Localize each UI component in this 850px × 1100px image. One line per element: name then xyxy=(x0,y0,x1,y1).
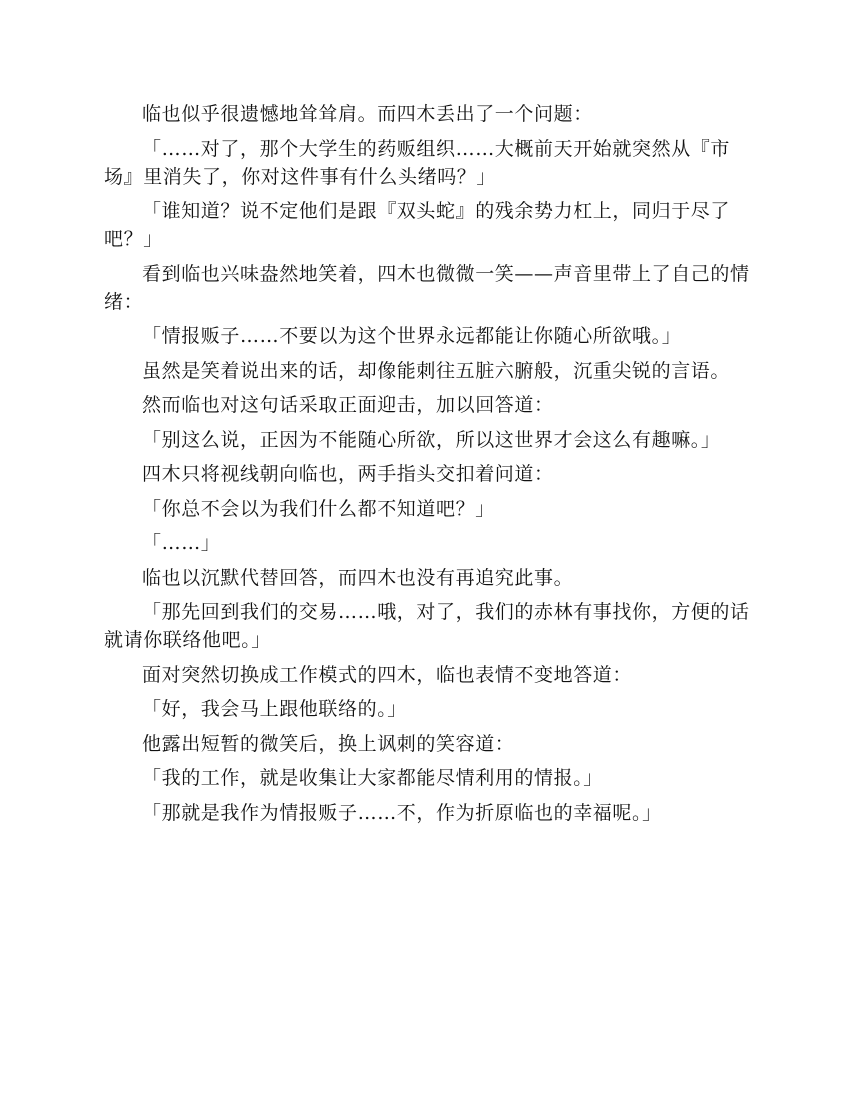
paragraph: 临也以沉默代替回答，而四木也没有再追究此事。 xyxy=(142,566,574,589)
paragraph: 面对突然切换成工作模式的四木，临也表情不变地答道： xyxy=(142,663,633,686)
paragraph: 「别这么说，正因为不能随心所欲，所以这世界才会这么有趣嘛。」 xyxy=(142,428,721,451)
paragraph: 「……对了，那个大学生的药贩组织……大概前天开始就突然从『市场』里消失了，你对这件事有什么头绪吗？」 xyxy=(104,137,731,188)
document-page xyxy=(104,100,752,833)
paragraph: 他露出短暂的微笑后，换上讽刺的笑容道： xyxy=(142,732,515,755)
paragraph: 「那就是我作为情报贩子……不，作为折原临也的幸福呢。」 xyxy=(142,801,662,824)
paragraph: 然而临也对这句话采取正面迎击，加以回答道： xyxy=(142,394,554,416)
paragraph: 「好，我会马上跟他联络的。」 xyxy=(142,698,407,720)
paragraph: 「你总不会以为我们什么都不知道吧？」 xyxy=(142,497,495,520)
paragraph: 「……」 xyxy=(142,532,221,554)
paragraph: 「那先回到我们的交易……哦，对了，我们的赤林有事找你，方便的话就请你联络他吧。」 xyxy=(104,601,750,651)
paragraph: 虽然是笑着说出来的话，却像能刺往五脏六腑般，沉重尖锐的言语。 xyxy=(142,359,731,382)
paragraph: 看到临也兴味盎然地笑着，四木也微微一笑——声音里带上了自己的情绪： xyxy=(104,262,750,313)
paragraph: 「情报贩子……不要以为这个世界永远都能让你随心所欲哦。」 xyxy=(142,325,682,347)
paragraph: 四木只将视线朝向临也，两手指头交扣着问道： xyxy=(142,463,554,485)
paragraph: 「我的工作，就是收集让大家都能尽情利用的情报。」 xyxy=(142,767,603,789)
paragraph: 「谁知道？说不定他们是跟『双头蛇』的残余势力杠上，同归于尽了吧？」 xyxy=(104,200,731,250)
paragraph: 临也似乎很遗憾地耸耸肩。而四木丢出了一个问题： xyxy=(142,103,593,125)
